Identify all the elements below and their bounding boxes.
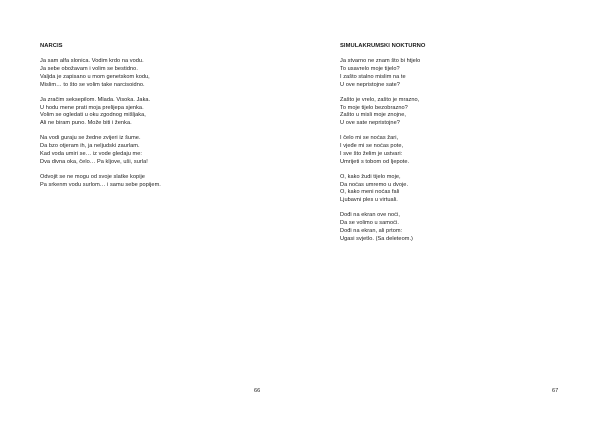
- poem-line: Ali ne biram puno. Može biti i ženka.: [40, 120, 132, 126]
- poem-line: Na vodi guraju se žedne zvijeri iz šume.: [40, 135, 141, 142]
- stanza: [340, 174, 570, 205]
- poem-line: Zašto u misli moje znojne,: [340, 112, 406, 119]
- poem-line: Pa srkenm vodu surlom… i samu sebe popijem.: [40, 181, 161, 188]
- stanza: [340, 212, 570, 243]
- poem-line: Ja zračim seksepilom. Mlada. Visoka. Jaka.: [40, 96, 151, 103]
- poem-title: NARCIS: [40, 43, 63, 49]
- stanza: [340, 97, 570, 128]
- poem-line: U ove nepristojne sate?: [340, 81, 400, 88]
- poem-line: Dva divna oka, čelo… Pa kljove, uši, surla!: [40, 158, 148, 165]
- poem-line: O, kako žudi tijelo moje,: [340, 173, 401, 180]
- poem-line: I čelo mi se noćas žari,: [340, 135, 399, 142]
- poem-line: Ugasi svjetlo. (Sa deleteom.): [340, 235, 413, 242]
- poem-line: Da se volimo u samoći.: [340, 220, 399, 227]
- poem-line: Ja sam alfa slonica. Vodim krdo na vodu.: [40, 58, 144, 65]
- poem-line: Da bzo otjeram ih, ja neljudski zaurlam.: [40, 143, 140, 150]
- poem-line: To usavrelo moje tijelo?: [340, 66, 400, 73]
- poem-line: Kad voda umiri se… iz vode gledaju me:: [40, 150, 143, 157]
- poem-line: I zašto stalno mislim na te: [340, 73, 406, 80]
- poem-line: Mislim… to što se volim take narcisoidno.: [40, 81, 145, 88]
- poem-line: Ljubavni ples u virtuali.: [340, 197, 398, 203]
- poem-line: Ja sebe obožavam i volim se bestidno.: [40, 66, 138, 73]
- poem-line: Dođi na ekran, ali prtom:: [340, 227, 403, 234]
- poem-line: I vjeđe mi se noćas pote,: [340, 143, 404, 150]
- poem-title: SIMULAKRUMSKI NOKTURNO: [340, 43, 426, 49]
- poem-line: Dođi na ekran ove noći,: [340, 212, 400, 219]
- poem-line: Valjda je zapisano u mom genetskom kodu,: [40, 73, 150, 80]
- poem-line: Umrijeti s tobom od ljepote.: [340, 158, 410, 165]
- poem-line: U ove sate nepristojne?: [340, 120, 400, 126]
- poem-line: Zašto je vrelo, zašto je mrazno,: [340, 96, 420, 103]
- poem-line: To moje tijelo bezobrazno?: [340, 104, 408, 111]
- poem-line: Ja stvarno ne znam što bi htjelo: [340, 58, 421, 65]
- right-page: [300, 0, 600, 423]
- stanza: [340, 135, 570, 166]
- stanza: [40, 58, 270, 89]
- poem-line: O, kako meni noćas fali: [340, 189, 400, 196]
- page-number: 66: [254, 388, 261, 394]
- stanza: [340, 58, 570, 89]
- page-number: 67: [552, 388, 559, 394]
- stanza: [40, 97, 270, 128]
- stanza: [40, 135, 270, 166]
- poem-line: I sve što želim je ustvari:: [340, 150, 403, 157]
- poem-simulakrumski-nokturno: [340, 43, 570, 251]
- poem-line: Da noćas umremo u dvoje.: [340, 181, 409, 188]
- stanza: [40, 174, 270, 189]
- poem-line: Volim se ogledati u oku zgodnog mišljaka,: [40, 112, 146, 119]
- poem-narcis: [40, 43, 270, 197]
- poem-line: U hodu mene prati moja prelijepa sjenka.: [40, 104, 144, 111]
- poem-line: Odvojit se ne mogu od svoje slatke kopije: [40, 173, 145, 180]
